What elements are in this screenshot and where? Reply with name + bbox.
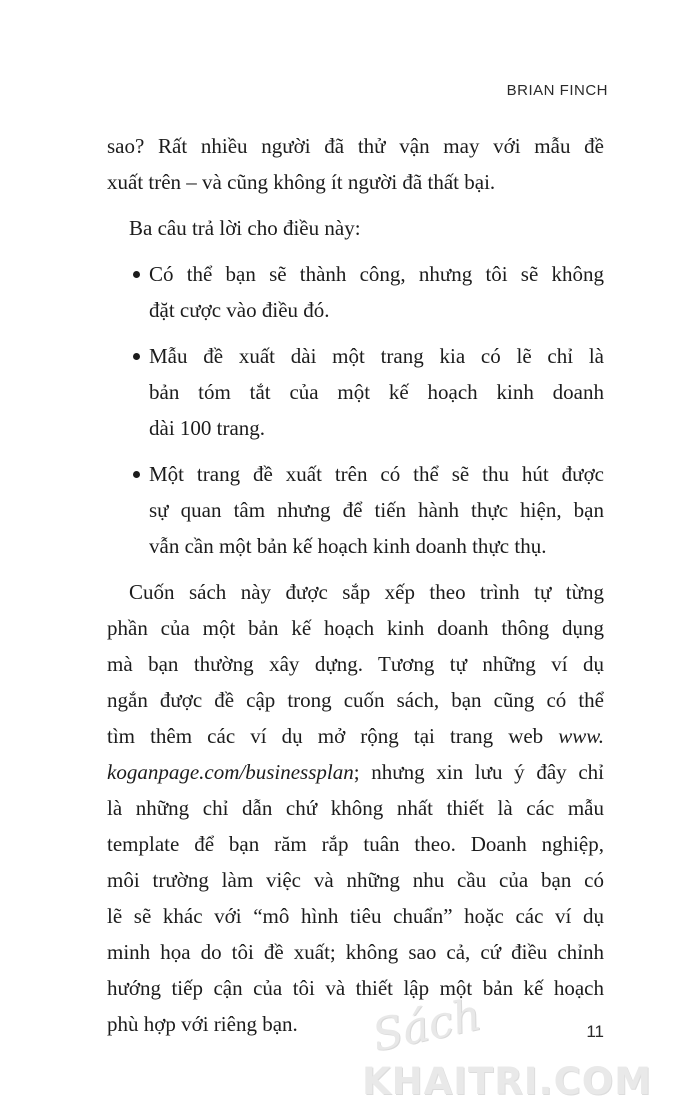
text-line: phần của một bản kế hoạch kinh doanh thông dụng xyxy=(107,616,604,640)
text-segment: tìm thêm các ví dụ mở rộng tại trang web xyxy=(107,724,559,748)
text-line: mà bạn thường xây dựng. Tương tự những ví dụ xyxy=(107,652,604,676)
bullet-dot-icon xyxy=(133,471,140,478)
watermark-script: Sách xyxy=(367,989,486,1062)
watermark-brand: KHAITRI.COM xyxy=(362,1060,653,1103)
text-line: dài 100 trang. xyxy=(149,416,266,440)
lead-line: Ba câu trả lời cho điều này: xyxy=(129,216,361,240)
text-line: Có thể bạn sẽ thành công, nhưng tôi sẽ không xyxy=(149,262,604,286)
text-segment: ; nhưng xin lưu ý đây chỉ xyxy=(353,760,604,784)
text-line: template để bạn răm rắp tuân theo. Doanh nghiệp, xyxy=(107,832,604,856)
text-line: Một trang đề xuất trên có thể sẽ thu hút được xyxy=(149,462,604,486)
text-line xyxy=(107,754,604,790)
text-line: minh họa do tôi đề xuất; không sao cả, cứ điều chỉnh xyxy=(107,940,604,964)
text-line: sự quan tâm nhưng để tiến hành thực hiện, bạn xyxy=(149,498,604,522)
bullet-dot-icon xyxy=(133,271,140,278)
text-line: là những chỉ dẫn chứ không nhất thiết là các mẫu xyxy=(107,796,604,820)
bullet-list xyxy=(107,256,604,564)
website-link: koganpage.com/businessplan xyxy=(107,760,354,784)
bullet-dot-icon xyxy=(133,353,140,360)
bullet-item xyxy=(107,338,604,446)
text-line: đặt cược vào điều đó. xyxy=(149,298,330,322)
text-line: Mẫu đề xuất dài một trang kia có lẽ chỉ là xyxy=(149,344,604,368)
text-line: Cuốn sách này được sắp xếp theo trình tự từng xyxy=(129,580,604,604)
text-line: ngắn được đề cập trong cuốn sách, bạn cũng có thể xyxy=(107,688,604,712)
text-line: phù hợp với riêng bạn. xyxy=(107,1012,298,1036)
bullet-item xyxy=(107,456,604,564)
text-line: sao? Rất nhiều người đã thử vận may với mẫu đề xyxy=(107,134,604,158)
text-line: hướng tiếp cận của tôi và thiết lập một bản kế hoạch xyxy=(107,976,604,1000)
text-line: môi trường làm việc và những nhu cầu của bạn có xyxy=(107,868,604,892)
page-number: 11 xyxy=(586,1022,604,1041)
text-line: lẽ sẽ khác với “mô hình tiêu chuẩn” hoặc các ví dụ xyxy=(107,904,604,928)
text-line xyxy=(107,718,604,754)
page-body xyxy=(107,128,604,1042)
text-line: vẫn cần một bản kế hoạch kinh doanh thực thụ. xyxy=(149,534,547,558)
running-head-author: BRIAN FINCH xyxy=(506,82,608,99)
text-line: bản tóm tắt của một kế hoạch kinh doanh xyxy=(149,380,604,404)
website-link: www. xyxy=(558,724,604,748)
text-line: xuất trên – và cũng không ít người đã thất bại. xyxy=(107,170,496,194)
bullet-item xyxy=(107,256,604,328)
